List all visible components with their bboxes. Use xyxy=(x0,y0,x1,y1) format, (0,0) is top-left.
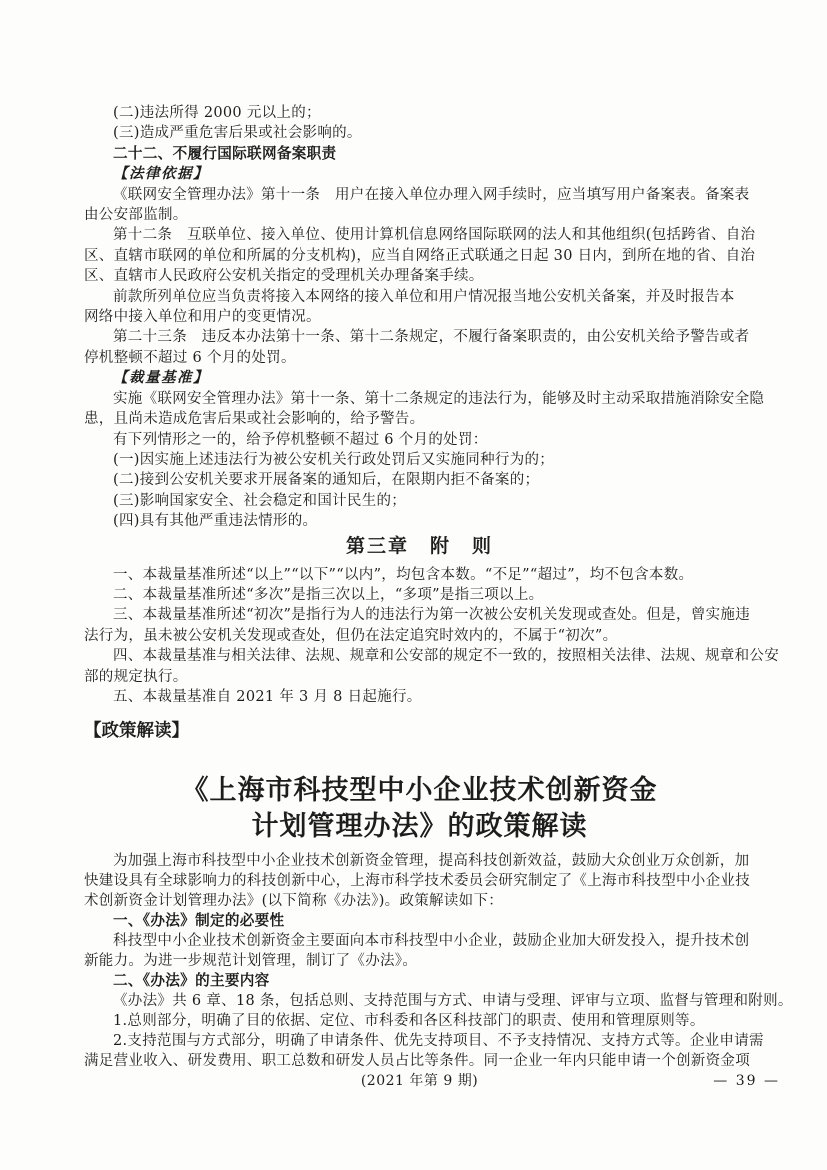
text-line: 为加强上海市科技型中小企业技术创新资金管理，提高科技创新效益，鼓励大众创业万众创新，加 xyxy=(113,853,750,870)
text-line: 实施《联网安全管理办法》第十一条、第十二条规定的违法行为，能够及时主动采取措施消除安全隐 xyxy=(113,390,765,407)
clause-heading: 二十二、不履行国际联网备案职责 xyxy=(113,144,337,162)
text-line: 停机整顿不超过 6 个月的处罚。 xyxy=(84,349,296,366)
text-line: 部的规定执行。 xyxy=(84,668,188,685)
text-line: 患，且尚未造成危害后果或社会影响的，给予警告。 xyxy=(84,411,425,428)
footer-page-number: — 39 — xyxy=(713,1073,780,1090)
text-line: (三)影响国家安全、社会稳定和国计民生的； xyxy=(113,492,407,509)
text-line: 区、直辖市联网的单位和所属的分支机构)，应当自网络正式联通之日起 30 日内，到所在地的省、自治 xyxy=(84,247,756,264)
text-line: 新能力。为进一步规范计划管理，制订了《办法》。 xyxy=(84,953,418,970)
text-line: (二)违法所得 2000 元以上的； xyxy=(113,105,321,121)
text-line: 科技型中小企业技术创新资金主要面向本市科技型中小企业，鼓励企业加大研发投入，提升技术创 xyxy=(113,933,750,950)
text-line: 网络中接入单位和用户的变更情况。 xyxy=(84,309,321,326)
text-line: (二)接到公安机关要求开展备案的通知后，在限期内拒不备案的； xyxy=(113,472,540,489)
text-line: 区、直辖市人民政府公安机关指定的受理机关办理备案手续。 xyxy=(84,268,484,285)
text-line: 五、本裁量基准自 2021 年 3 月 8 日起施行。 xyxy=(113,688,422,705)
text-line: 前款所列单位应当负责将接入本网络的接入单位和用户情况报当地公安机关备案，并及时报告本 xyxy=(113,288,735,305)
text-line: 第二十三条 违反本办法第十一条、第十二条规定，不履行备案职责的，由公安机关给予警告或者 xyxy=(113,329,750,346)
text-line: (一)因实施上述违法行为被公安机关行政处罚后又实施同种行为的； xyxy=(113,451,555,468)
text-line: 由公安部监制。 xyxy=(84,207,188,224)
section-legal xyxy=(84,103,765,532)
text-line: 有下列情形之一的，给予停机整顿不超过 6 个月的处罚： xyxy=(113,431,488,448)
section-policy-body xyxy=(84,851,793,1071)
text-line: 《办法》共 6 章、18 条，包括总则、支持范围与方式、申请与受理、评审与立项、监督与管理和附则。 xyxy=(113,993,793,1010)
article-title-line1: 《上海市科技型中小企业技术创新资金 xyxy=(181,775,658,807)
discretion-benchmark-label: 【裁量基准】 xyxy=(113,369,209,387)
policy-section-header: 【政策解读】 xyxy=(84,721,189,742)
text-line: 法行为，虽未被公安机关发现或查处，但仍在法定追究时效内的，不属于“初次”。 xyxy=(84,627,618,644)
text-line: 第十二条 互联单位、接入单位、使用计算机信息网络国际联网的法人和其他组织(包括跨省、自治 xyxy=(113,227,756,244)
text-line: 《联网安全管理办法》第十一条 用户在接入单位办理入网手续时，应当填写用户备案表。备案表 xyxy=(113,186,750,203)
legal-basis-label: 【法律依据】 xyxy=(113,165,209,183)
section-supplementary xyxy=(84,565,779,708)
article-title-line2: 计划管理办法》的政策解读 xyxy=(251,811,588,843)
article-title xyxy=(84,773,755,845)
text-line: (四)具有其他严重违法情形的。 xyxy=(113,513,318,530)
text-line: (三)造成严重危害后果或社会影响的。 xyxy=(113,125,362,142)
text-line: 一、本裁量基准所述“以上”“以下”“以内”，均包含本数。“不足”“超过”，均不包含本数。 xyxy=(113,566,694,583)
text-line: 1.总则部分，明确了目的依据、定位、市科委和各区科技部门的职责、使用和管理原则等。 xyxy=(113,1013,705,1030)
subsection-heading: 二、《办法》的主要内容 xyxy=(113,972,270,990)
footer-issue: (2021 年第 9 期) xyxy=(360,1073,479,1090)
chapter-heading: 第三章 附 则 xyxy=(345,534,493,557)
text-line: 四、本裁量基准与相关法律、法规、规章和公安部的规定不一致的，按照相关法律、法规、规章和公安 xyxy=(113,648,779,665)
text-line: 三、本裁量基准所述“初次”是指行为人的违法行为第一次被公安机关发现或查处。但是，曾实施违 xyxy=(113,607,751,624)
text-line: 二、本裁量基准所述“多次”是指三次以上，“多项”是指三项以上。 xyxy=(113,586,544,603)
text-line: 2.支持范围与方式部分，明确了申请条件、优先支持项目、不予支持情况、支持方式等。企业申请需 xyxy=(113,1033,764,1050)
text-line: 快建设具有全球影响力的科技创新中心，上海市科学技术委员会研究制定了《上海市科技型中小企业技 xyxy=(84,873,750,890)
text-line: 满足营业收入、研发费用、职工总数和研发人员占比等条件。同一企业一年内只能申请一个创新资金项 xyxy=(84,1053,750,1070)
text-line: 术创新资金计划管理办法》(以下简称《办法》)。政策解读如下： xyxy=(84,893,504,910)
page-footer xyxy=(84,1071,780,1091)
subsection-heading: 一、《办法》制定的必要性 xyxy=(113,912,285,930)
